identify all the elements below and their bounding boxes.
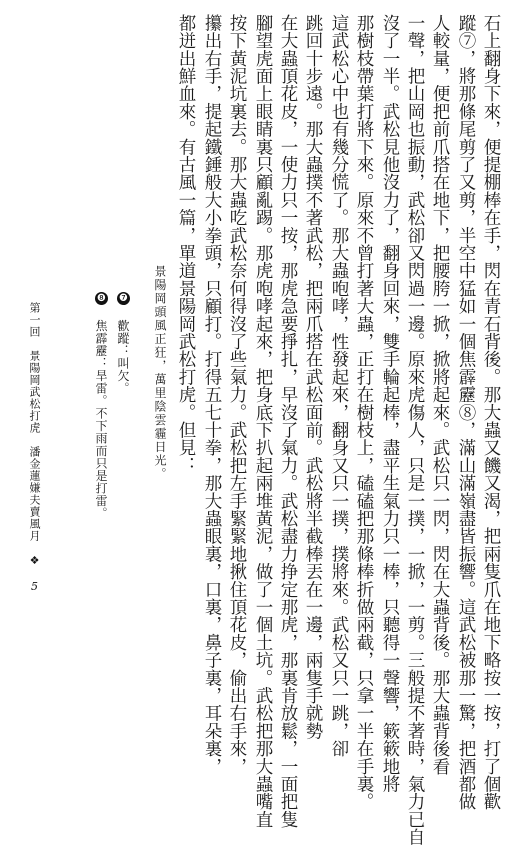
body-column-7: 這武松心中也有幾分慌了。那大蟲咆哮，性發起來，翻身又只一撲，撲將來。武松又只一跳，卻 <box>329 14 349 758</box>
body-column-1: 石上翻身下來，便提棚棒在手，閃在青石背後。那大蟲又饑又渴，把兩隻爪在地下略按一按，打了個歡 <box>481 14 501 811</box>
footnote-number-7: ❼ <box>118 292 129 305</box>
page-number: 5 <box>28 580 41 594</box>
body-column-12: 攥出右手，提起鐵錘般大小拳頭，只顧打。打得五七十拳，那大蟲眼裏，口裏，鼻子裏，耳朵裏， <box>202 14 222 776</box>
footnote-number-8: ❽ <box>96 292 107 305</box>
footnote-text-8: 焦霹靂：旱雷。不下雨而只是打雷。 <box>94 319 108 520</box>
footnote-7 <box>113 292 132 492</box>
chapter-title: 景陽岡武松打虎 潘金蓮嫌夫賣風月 <box>28 350 41 542</box>
body-column-8: 跳回十步遠。那大蟲撲不著武松，把兩爪搭在武松面前。武松將半截棒丟在一邊，兩隻手就勢 <box>303 14 323 740</box>
poem-line: 景陽岡頭風正狂，萬里陰雲霾日光。 <box>153 265 167 481</box>
chapter-label: 第一回 <box>28 302 41 338</box>
footnote-text-7: 歡蹤：叫欠。 <box>116 319 130 395</box>
running-head <box>22 302 42 594</box>
body-column-13: 都迸出鮮血來。有古風一篇，單道景陽岡武松打虎。但見： <box>176 14 196 475</box>
footnote-8 <box>91 292 110 520</box>
ornament-icon: ❖ <box>28 554 41 568</box>
body-column-4: 一聲，把山岡也振動，武松卻又閃過一邊。原來虎傷人，只是一撲，一掀，一剪。三般提不著時，氣力已自 <box>405 14 425 846</box>
body-column-9: 在大蟲頂花皮，一使力只一按，那虎急要掙扎，早沒了氣力。武松盡力挣定那虎，那裏肯放鬆，一面把隻 <box>278 14 298 829</box>
body-column-5: 沒了一半。武松見他沒力了，翻身回來，雙手輪起棒，盡平生氣力只一棒，只聽得一聲響，簌簌地將 <box>380 14 400 793</box>
body-column-6: 那樹枝帶葉打將下來。原來不曾打著大蟲，正打在樹枝上，磕磕把那條棒折做兩截，只拿一半在手裏。 <box>354 14 374 811</box>
body-column-3: 人較量，便把前爪搭在地下，把腰胯一掀，掀將起來。武松只一閃，閃在大蟲背後。那大蟲背後看 <box>430 14 450 776</box>
body-column-2: 蹤⑦，將那條尾剪了又剪，半空中猛如一個焦霹靂⑧，滿山滿嶺盡皆振響。這武松被那一驚，把酒都做 <box>456 14 476 811</box>
body-column-11: 按下黃泥坑裏去。那大蟲吃武松奈何得沒了些氣力。武松把左手緊緊地揪住頂花皮，偷出右手來， <box>227 14 247 776</box>
body-column-10: 腳望虎面上眼睛裏只顧亂踢。那虎咆哮起來，把身底下扒起兩堆黃泥，做了一個土坑。武松把那大蟲嘴直 <box>253 14 273 829</box>
